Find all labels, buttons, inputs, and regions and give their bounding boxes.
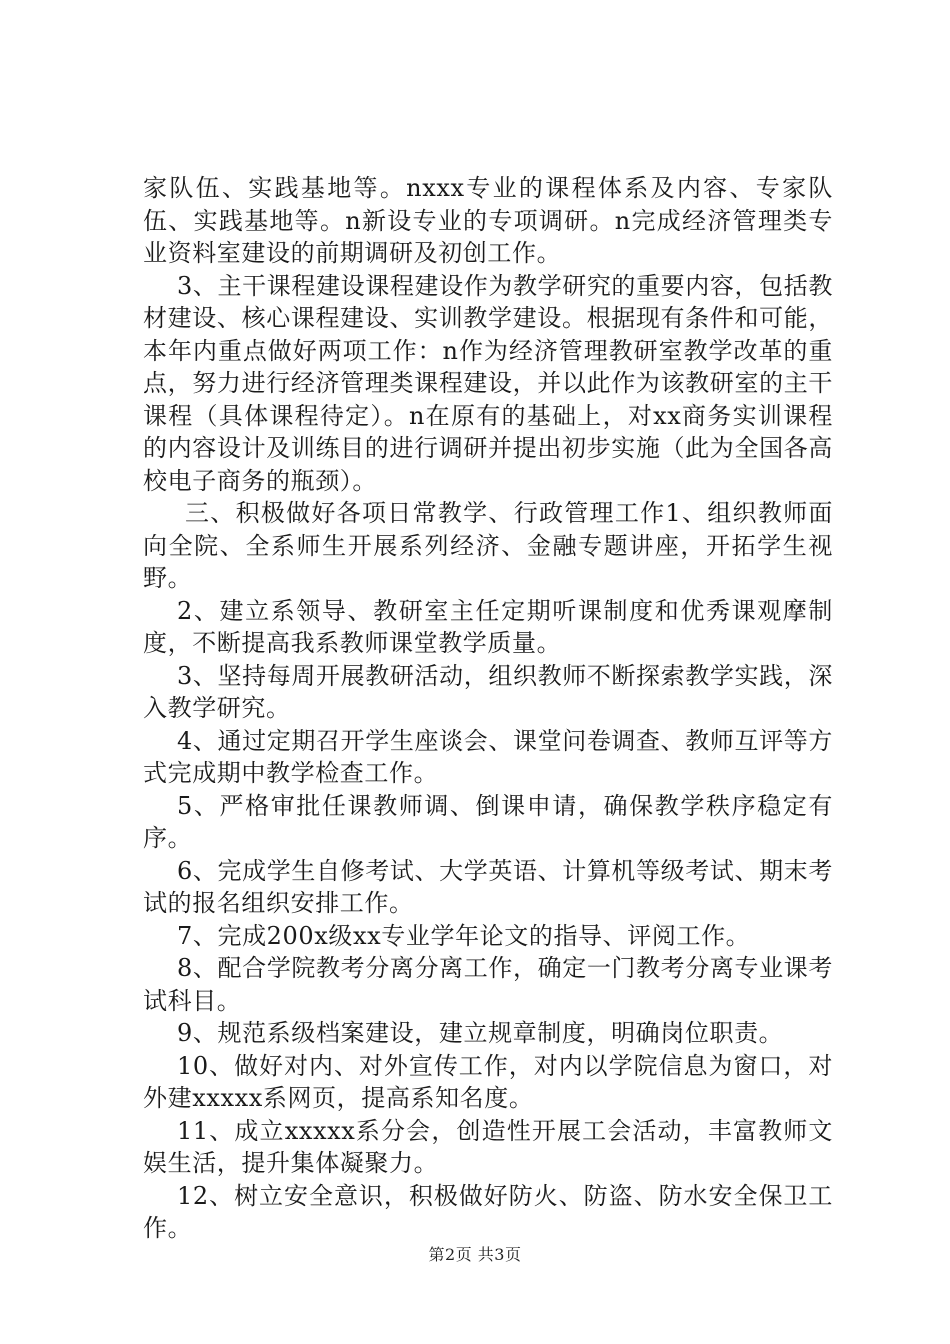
paragraph-section-three: 三、积极做好各项日常教学、行政管理工作1、组织教师面向全院、全系师生开展系列经济、金融专题讲座，开拓学生视野。 [143,499,833,592]
paragraph-item-4: 4、通过定期召开学生座谈会、课堂问卷调查、教师互评等方式完成期中教学检查工作。 [143,726,833,787]
paragraph-item-5: 5、严格审批任课教师调、倒课申请，确保教学秩序稳定有序。 [143,791,833,852]
document-body [143,172,833,1245]
paragraph-item-7: 7、完成200x级xx专业学年论文的指导、评阅工作。 [177,921,751,950]
paragraph-item-11: 11、成立xxxxx系分会，创造性开展工会活动，丰富教师文娱生活，提升集体凝聚力。 [143,1116,833,1177]
paragraph-item-12: 12、树立安全意识，积极做好防火、防盗、防水安全保卫工作。 [143,1181,833,1242]
paragraph-item-10: 10、做好对内、对外宣传工作，对内以学院信息为窗口，对外建xxxxx系网页，提高系知名度。 [143,1051,833,1112]
paragraph-continuation: 家队伍、实践基地等。nxxx专业的课程体系及内容、专家队伍、实践基地等。n新设专业的专项调研。n完成经济管理类专业资料室建设的前期调研及初创工作。 [143,174,833,267]
paragraph-core-course-construction: 3、主干课程建设课程建设作为教学研究的重要内容，包括教材建设、核心课程建设、实训教学建设。根据现有条件和可能，本年内重点做好两项工作：n作为经济管理教研室教学改革的重点，努力进行经济管理类课程建设，并以此作为该教研室的主干课程（具体课程待定）。n在原有的基础上，对xx商务实训课程的内容设计及训练目的进行调研并提出初步实施（此为全国各高校电子商务的瓶颈）。 [143,271,833,495]
paragraph-item-8: 8、配合学院教考分离分离工作，确定一门教考分离专业课考试科目。 [143,954,833,1015]
paragraph-item-9: 9、规范系级档案建设，建立规章制度，明确岗位职责。 [177,1019,784,1047]
paragraph-item-2: 2、建立系领导、教研室主任定期听课制度和优秀课观摩制度，不断提高我系教师课堂教学质量。 [143,596,833,657]
page-number-footer: 第2页 共3页 [428,1245,522,1264]
paragraph-item-6: 6、完成学生自修考试、大学英语、计算机等级考试、期末考试的报名组织安排工作。 [143,856,833,917]
paragraph-item-3: 3、坚持每周开展教研活动，组织教师不断探索教学实践，深入教学研究。 [143,661,833,722]
